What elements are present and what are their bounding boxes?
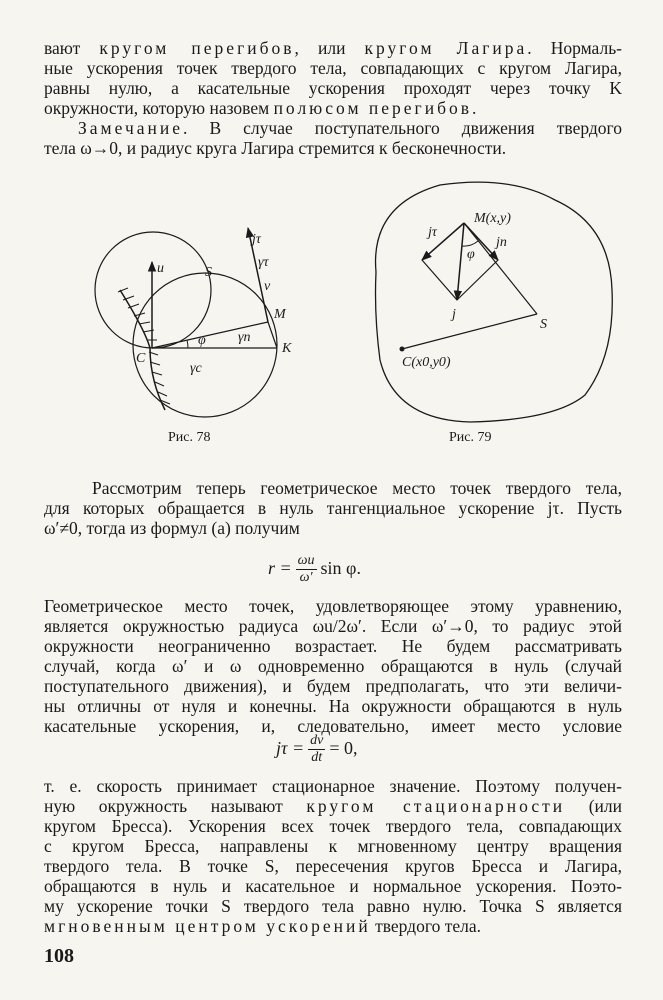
text-line: тела ω→0, и радиус круга Лагира стремится к бесконечности. <box>44 138 507 158</box>
label-M-79: M(x,y) <box>474 211 511 226</box>
formula-jt: jτ = $\frac{dv}{dt}$ = 0, <box>276 733 358 766</box>
figure-78 <box>0 0 663 460</box>
text-line: ные ускорения точек твердого тела, совпадающих с кругом Лагира, <box>44 58 622 78</box>
text-line: окружности, которую назовем полюсом перегибов. <box>44 98 477 118</box>
text-line: с кругом Бресса, направлены к мгновенному центру вращения <box>44 836 622 856</box>
text-line: ную окружность называют кругом стационарности (или <box>44 796 622 816</box>
label-gn: γn <box>238 330 251 345</box>
text-line: касательные ускорения, и, следовательно, имеет место условие <box>44 716 622 736</box>
remark-line: Замечание. В случае поступательного движения твердого <box>78 118 622 138</box>
text-line: Рассмотрим теперь геометрическое место точек твердого тела, <box>92 478 622 498</box>
cm-line <box>152 322 268 348</box>
label-phi-79: φ <box>467 247 475 262</box>
label-jt: jτ <box>252 232 261 247</box>
label-phi: φ <box>198 333 206 348</box>
label-S: S <box>205 265 212 280</box>
label-jt-79: jτ <box>428 225 437 240</box>
cs-line <box>402 314 537 349</box>
text-line: окружности неограниченно возрастает. Не будем рассматривать <box>44 636 622 656</box>
text-line: ω′≠0, тогда из формул (а) получим <box>44 518 300 538</box>
text-line: кругом Бресса). Ускорения всех точек твердого тела, совпадающих <box>44 816 622 836</box>
text-line: му ускорение точки S твердого тела равно нулю. Точка S является <box>44 896 622 916</box>
text-line: вают кругом перегибов, или кругом Лагира. Нормаль- <box>44 38 623 58</box>
label-u: u <box>157 261 164 276</box>
text-line: Геометрическое место точек, удовлетворяющее этому уравнению, <box>44 596 622 616</box>
label-gc: γc <box>190 361 202 376</box>
label-jn-79: jn <box>496 235 507 250</box>
j-vector <box>457 223 464 300</box>
text-line: равны нулю, а касательные ускорения проходят через точку K <box>44 78 622 98</box>
text-line: ны отличны от нуля и конечны. На окружности обращаются в нуль <box>44 696 622 716</box>
text-line: случай, когда ω′ и ω одновременно обращаются в нуль (случай <box>44 656 622 676</box>
label-j-79: j <box>452 307 456 322</box>
label-M: M <box>274 307 286 322</box>
text-line: твердого тела. В точке S, пересечения кругов Бресса и Лагира, <box>44 856 622 876</box>
caption-fig79: Рис. 79 <box>449 430 492 445</box>
text-line: обращаются в нуль и касательное и нормальное ускорения. Поэто- <box>44 876 622 896</box>
text-line: мгновенным центром ускорений твердого тела. <box>44 916 481 936</box>
mk-line <box>268 322 277 348</box>
label-C: C <box>136 351 146 366</box>
text-line: для которых обращается в нуль тангенциальное ускорение jτ. Пусть <box>44 498 622 518</box>
label-gt: γτ <box>258 255 269 270</box>
label-K: K <box>282 341 292 356</box>
label-C-79: C(x0,y0) <box>402 355 451 370</box>
formula-r: r = $\frac{\omega u}{\omega'}$ sin φ. <box>268 553 361 586</box>
text-line: поступательного движения), и будем предполагать, что эти величи- <box>44 676 622 696</box>
label-S-79: S <box>540 317 547 332</box>
label-v: v <box>264 279 271 294</box>
phi-arc <box>187 340 188 348</box>
text-line: является окружностью радиуса ωu/2ω′. Если ω′→0, то радиус этой <box>44 616 622 636</box>
page-number: 108 <box>44 945 74 967</box>
caption-fig78: Рис. 78 <box>168 430 211 445</box>
text-line: т. е. скорость принимает стационарное значение. Поэтому получен- <box>44 776 622 796</box>
